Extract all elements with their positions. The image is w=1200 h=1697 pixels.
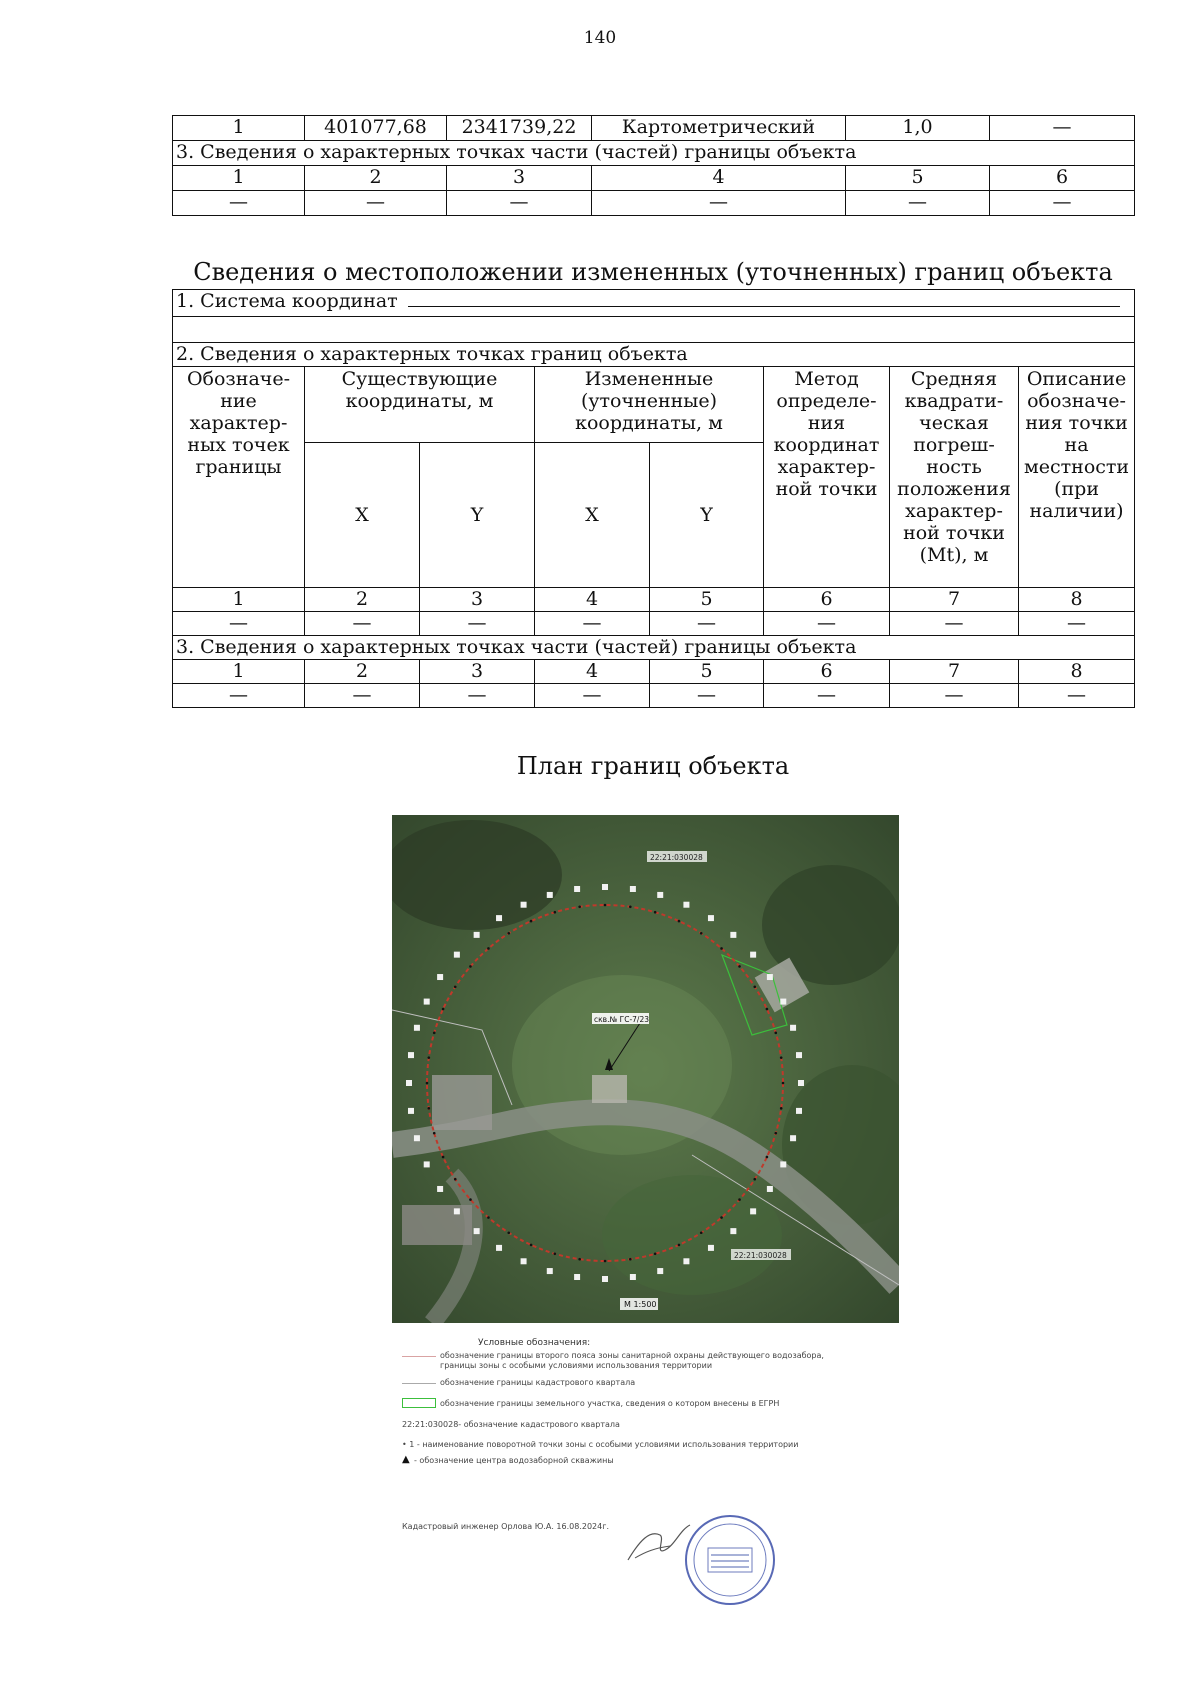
table-row (173, 116, 1135, 141)
table-cell: — (173, 191, 305, 216)
section-heading-changed-boundaries: Сведения о местоположении измененных (уточненных) границ объекта (193, 258, 1113, 286)
empty-row (173, 317, 1135, 343)
zone-turning-point (774, 1132, 777, 1135)
table-cell: — (535, 684, 650, 708)
zone-turning-point (442, 1156, 445, 1159)
table-cell: Картометрический (592, 116, 846, 141)
table-cell: — (890, 612, 1019, 636)
table-cell: — (305, 612, 420, 636)
table-row (173, 191, 1135, 216)
zone-point-label-box (708, 915, 714, 921)
table-cell: — (846, 191, 990, 216)
header-description: Описание обозначе-ния точки на местности (при наличии) (1019, 367, 1135, 588)
zone-point-label-box (683, 902, 689, 908)
header-rms-error: Средняя квадрати-ческая погреш-ность положения характер-ной точки (Mt), м (890, 367, 1019, 588)
zone-turning-point (507, 932, 510, 935)
zone-turning-point (780, 1107, 783, 1110)
table-cell: 8 (1019, 660, 1135, 684)
table-cell: — (305, 191, 447, 216)
table-cell: 2 (305, 166, 447, 191)
zone-turning-point (604, 904, 607, 907)
zone-turning-point (428, 1107, 431, 1110)
zone-point-label-box (730, 932, 736, 938)
zone-turning-point (700, 1231, 703, 1234)
table-row (173, 317, 1135, 343)
table-cell: — (420, 612, 535, 636)
zone-turning-point (426, 1082, 429, 1085)
changed-boundaries-table (172, 289, 1135, 708)
zone-point-label-box (657, 1268, 663, 1274)
zone-point-label-box (730, 1228, 736, 1234)
zone-point-label-box (474, 932, 480, 938)
table-cell: — (990, 116, 1135, 141)
zone-point-label-box (454, 952, 460, 958)
zone-point-label-box (750, 952, 756, 958)
table-cell: 6 (764, 660, 890, 684)
table-cell: 1 (173, 116, 305, 141)
table-row (173, 588, 1135, 612)
table-row (173, 141, 1135, 166)
seal-stamp-icon (680, 1510, 780, 1610)
zone-point-label-box (630, 1274, 636, 1280)
table-cell: — (305, 684, 420, 708)
coordinate-system-blank-line (408, 292, 1120, 307)
building (432, 1075, 492, 1130)
header-changed-coordinates: Измененные (уточненные) координаты, м (535, 367, 764, 443)
zone-point-label-box (414, 1025, 420, 1031)
table-cell: 5 (846, 166, 990, 191)
zone-point-label-box (780, 1161, 786, 1167)
zone-turning-point (530, 1244, 533, 1247)
zone-point-label-box (796, 1108, 802, 1114)
table-cell: 6 (764, 588, 890, 612)
map-canvas (392, 815, 899, 1323)
table-cell: 1,0 (846, 116, 990, 141)
table-cell: 1 (173, 166, 305, 191)
legend-parcel-text: обозначение границы земельного участка, сведения о котором внесены в ЕГРН (440, 1399, 780, 1408)
table-row (173, 290, 1135, 317)
zone-point-label-box (424, 1161, 430, 1167)
table-row (173, 636, 1135, 660)
table-cell: — (535, 612, 650, 636)
zone-turning-point (766, 1008, 769, 1011)
table-cell: — (650, 612, 764, 636)
zone-turning-point (629, 1258, 632, 1261)
zone-point-label-box (574, 886, 580, 892)
zone-turning-point (738, 965, 741, 968)
zone-turning-point (753, 1178, 756, 1181)
zone-turning-point (774, 1032, 777, 1035)
legend-zone-text: обозначение границы второго пояса зоны санитарной охраны действующего водозабора, границы зоны с особыми условиями использования территории (440, 1351, 824, 1370)
table-cell: — (990, 191, 1135, 216)
zone-point-label-box (602, 884, 608, 890)
header-x-existing: X (305, 443, 420, 588)
zone-turning-point (433, 1132, 436, 1135)
zone-turning-point (782, 1082, 785, 1085)
zone-turning-point (454, 1178, 457, 1181)
zone-point-label-box (547, 892, 553, 898)
building (402, 1205, 472, 1245)
page-number: 140 (583, 28, 617, 48)
table-cell: — (650, 684, 764, 708)
header-x-changed: X (535, 443, 650, 588)
coordinate-system-label: 1. Система координат (176, 290, 398, 312)
table-cell: — (890, 684, 1019, 708)
zone-point-label-box (408, 1108, 414, 1114)
header-point-designation: Обозначе-ние характер-ных точек границы (173, 367, 305, 588)
zone-turning-point (678, 920, 681, 923)
table-cell: 2 (305, 588, 420, 612)
legend-quarter-line (402, 1383, 436, 1384)
zone-point-label-box (683, 1258, 689, 1264)
table-row (173, 343, 1135, 367)
zone-turning-point (454, 985, 457, 988)
zone-point-label-box (437, 974, 443, 980)
quarter-label-top: 22:21:030028 (650, 853, 703, 862)
table-cell: 1 (173, 588, 305, 612)
zone-point-label-box (406, 1080, 412, 1086)
zone-point-label-box (798, 1080, 804, 1086)
zone-point-label-box (780, 999, 786, 1005)
zone-point-label-box (790, 1135, 796, 1141)
zone-point-label-box (521, 1258, 527, 1264)
header-y-changed: Y (650, 443, 764, 588)
zone-turning-point (554, 1252, 557, 1255)
zone-point-label-box (496, 1245, 502, 1251)
boundary-points-table-continued (172, 115, 1135, 216)
table-cell: — (420, 684, 535, 708)
header-y-existing: Y (420, 443, 535, 588)
tree-patch (602, 1175, 782, 1295)
zone-point-label-box (547, 1268, 553, 1274)
zone-point-label-box (454, 1208, 460, 1214)
table-cell: — (764, 612, 890, 636)
table-cell: 4 (592, 166, 846, 191)
legend-parcel-box (402, 1398, 436, 1408)
table-cell: 4 (535, 588, 650, 612)
plan-title: План границ объекта (516, 752, 790, 780)
zone-point-label-box (408, 1052, 414, 1058)
table-cell: 1 (173, 660, 305, 684)
zone-turning-point (766, 1156, 769, 1159)
legend-point: • 1 - наименование поворотной точки зоны с особыми условиями использования территории (402, 1440, 799, 1449)
legend-well-text: - обозначение центра водозаборной скважины (414, 1456, 614, 1465)
table-cell: 401077,68 (305, 116, 447, 141)
table-cell: 3 (420, 588, 535, 612)
zone-turning-point (433, 1032, 436, 1035)
zone-point-label-box (790, 1025, 796, 1031)
zone-point-label-box (657, 892, 663, 898)
well-label: скв.№ ГС-7/23 (594, 1015, 650, 1024)
table-cell: 4 (535, 660, 650, 684)
table-row (173, 166, 1135, 191)
zone-turning-point (629, 906, 632, 909)
zone-turning-point (578, 906, 581, 909)
table-cell: — (173, 684, 305, 708)
zone-point-label-box (574, 1274, 580, 1280)
zone-point-label-box (750, 1208, 756, 1214)
section-title: 3. Сведения о характерных точках части (частей) границы объекта (173, 636, 1135, 660)
quarter-label-bottom: 22:21:030028 (734, 1251, 787, 1260)
zone-turning-point (678, 1244, 681, 1247)
zone-point-label-box (521, 902, 527, 908)
table-cell: 3 (447, 166, 592, 191)
zone-point-label-box (602, 1276, 608, 1282)
zone-turning-point (720, 1216, 723, 1219)
section-title: 2. Сведения о характерных точках границ объекта (173, 343, 1135, 367)
legend-zone-line (402, 1356, 436, 1357)
zone-turning-point (780, 1056, 783, 1059)
zone-point-label-box (414, 1135, 420, 1141)
zone-point-label-box (796, 1052, 802, 1058)
zone-turning-point (604, 1260, 607, 1263)
legend-quarter-number: 22:21:030028- обозначение кадастрового квартала (402, 1420, 620, 1429)
zone-turning-point (578, 1258, 581, 1261)
zone-point-label-box (496, 915, 502, 921)
table-row (173, 660, 1135, 684)
coordinate-system-row (173, 290, 1135, 317)
table-cell: 3 (420, 660, 535, 684)
table-cell: 8 (1019, 588, 1135, 612)
zone-turning-point (469, 1198, 472, 1201)
zone-turning-point (442, 1008, 445, 1011)
zone-turning-point (654, 1252, 657, 1255)
table-cell: 2 (305, 660, 420, 684)
zone-turning-point (469, 965, 472, 968)
boundary-plan-map (392, 815, 899, 1323)
table-cell: — (173, 612, 305, 636)
legend-quarter-text: обозначение границы кадастрового квартала (440, 1378, 636, 1387)
table-cell: 5 (650, 660, 764, 684)
building (592, 1075, 627, 1103)
map-scale: М 1:500 (624, 1300, 657, 1309)
zone-turning-point (428, 1056, 431, 1059)
table-cell: — (1019, 684, 1135, 708)
zone-turning-point (700, 932, 703, 935)
table-cell: — (447, 191, 592, 216)
zone-point-label-box (767, 974, 773, 980)
zone-point-label-box (708, 1245, 714, 1251)
legend-well-icon: ▲ (402, 1454, 410, 1465)
table-cell: — (592, 191, 846, 216)
table-cell: 5 (650, 588, 764, 612)
zone-point-label-box (437, 1186, 443, 1192)
zone-point-label-box (474, 1228, 480, 1234)
table-cell: 7 (890, 588, 1019, 612)
zone-turning-point (720, 947, 723, 950)
zone-point-label-box (630, 886, 636, 892)
zone-turning-point (738, 1198, 741, 1201)
table-row (173, 612, 1135, 636)
legend-title: Условные обозначения: (478, 1338, 591, 1348)
table-cell: — (764, 684, 890, 708)
engineer-signature-line: Кадастровый инженер Орлова Ю.А. 16.08.2024г. (402, 1522, 609, 1531)
table-cell: — (1019, 612, 1135, 636)
table-header-row (173, 367, 1135, 443)
table-cell: 7 (890, 660, 1019, 684)
header-existing-coordinates: Существующие координаты, м (305, 367, 535, 443)
zone-point-label-box (424, 999, 430, 1005)
section-title: 3. Сведения о характерных точках части (частей) границы объекта (173, 141, 1135, 166)
zone-turning-point (487, 1216, 490, 1219)
zone-turning-point (554, 911, 557, 914)
zone-turning-point (507, 1231, 510, 1234)
zone-turning-point (753, 985, 756, 988)
zone-turning-point (654, 911, 657, 914)
table-cell: 2341739,22 (447, 116, 592, 141)
table-cell: 6 (990, 166, 1135, 191)
table-row (173, 684, 1135, 708)
zone-point-label-box (767, 1186, 773, 1192)
header-method: Метод определе-ния координат характер-ной точки (764, 367, 890, 588)
zone-turning-point (530, 920, 533, 923)
zone-turning-point (487, 947, 490, 950)
